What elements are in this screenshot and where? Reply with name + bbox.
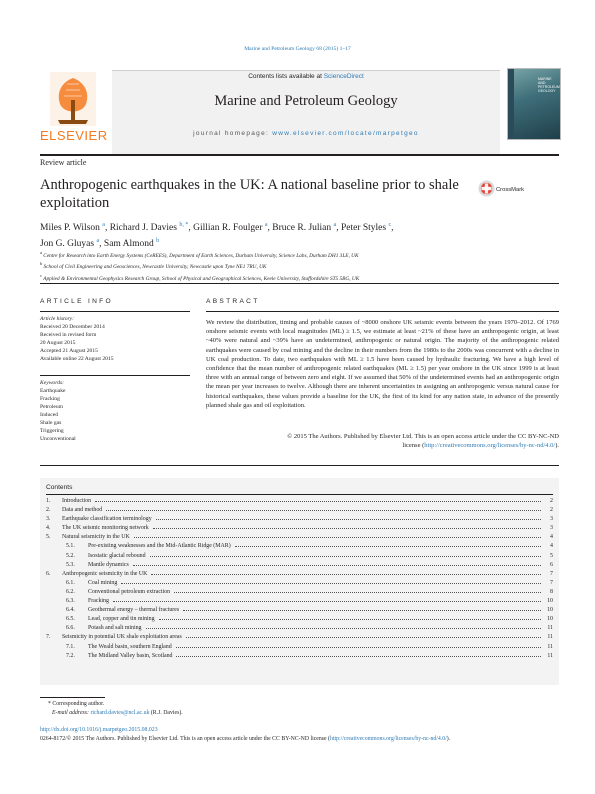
abstract-text: We review the distribution, timing and probable causes of ~8000 onshore UK seismic events between the years 1970–2012. Of 1769 onshore seismic events with local magnitudes (ML) ≥ 1.5, we estimate at least ~21% of these have an anthropogenic origin, at least ~40% were natural and ~39% have an undetermined, anthropogenic or natural origin. The majority of the anthropogenic related earthquakes were caused by coal mining and the decline in their numbers from the 1980s to the 2000s was concurrent with a decline in UK coal production. To date, two earthquakes with ML ≥ 1.5 have been caused by hydraulic fracturing. We have a high level of confidence that the mean number of anthropogenic related earthquakes (ML ≥ 1.5) per year onshore in the UK since 1999 is at least three with an annual range of between zero and eight. If we assumed that 50% of the undetermined events had an anthropogenic origin the mean per year increases to twelve. Although there are inherent uncertainties in assigning an anthropogenic versus natural cause for historical earthquakes, these values provide a baseline for the UK, the first of its kind for any nation state, in advance of the presently planned shale gas and oil exploitation. — [206, 319, 559, 409]
toc-number: 5.2. — [66, 552, 75, 559]
toc-title[interactable]: Coal mining — [88, 579, 118, 586]
toc-entry[interactable] — [46, 616, 553, 625]
author-affil-mark[interactable]: a — [333, 222, 337, 228]
toc-number: 3. — [46, 516, 51, 523]
toc-number: 7. — [46, 634, 51, 641]
toc-page-number[interactable]: 7 — [550, 570, 553, 577]
toc-title[interactable]: The Midland Valley basin, Scotland — [88, 652, 173, 659]
issn-line — [40, 736, 560, 742]
history-item: Received 20 December 2014 — [40, 324, 105, 330]
toc-entry[interactable] — [46, 516, 553, 525]
toc-title[interactable]: Conventional petroleum extraction — [88, 588, 171, 595]
crossmark-label: CrossMark — [496, 187, 525, 193]
toc-page-number[interactable]: 2 — [550, 498, 553, 504]
toc-number: 4. — [46, 525, 51, 532]
toc-page-number[interactable]: 3 — [550, 516, 553, 523]
keywords-heading: Keywords: — [40, 380, 65, 386]
toc-number: 6.2. — [66, 588, 75, 595]
issn-suffix: ). — [446, 736, 451, 742]
keyword: Induced — [40, 412, 59, 418]
author-name[interactable]: Bruce R. Julian — [272, 223, 332, 234]
affiliation-text: Centre for Research into Earth Energy Systems (CeREES), Department of Earth Sciences, Durham University, Science Labs, Durham DH1 3LE, UK — [43, 252, 359, 259]
toc-leader-dots — [235, 546, 541, 547]
toc-entry[interactable] — [46, 580, 553, 589]
author-list — [40, 219, 560, 251]
author-line-1: Miles P. Wilson $^a$, Richard J. Davies $^{b, *}$, Gillian R. Foulger $^a$, Bruce R. Julian $^a$, Peter Styles $^c$, — [40, 222, 394, 234]
toc-leader-dots — [159, 619, 541, 620]
toc-entry[interactable] — [46, 553, 553, 562]
keyword: Triggering — [40, 428, 64, 434]
toc-number: 1. — [46, 498, 51, 504]
author-affil-mark[interactable]: a — [264, 222, 268, 228]
keyword: Petroleum — [40, 404, 63, 410]
toc-entry[interactable] — [46, 543, 553, 552]
author-affil-mark[interactable]: a — [102, 222, 105, 228]
author-name[interactable]: Gillian R. Foulger — [193, 223, 263, 234]
affiliations — [40, 249, 560, 283]
keyword: Shale gas — [40, 420, 62, 426]
toc-title[interactable]: Natural seismicity in the UK — [62, 534, 130, 541]
issn-license-link[interactable]: http://creativecommons.org/licenses/by-nc-nd/4.0/ — [329, 736, 447, 742]
affiliation-mark: c — [40, 272, 42, 278]
toc-page-number[interactable]: 3 — [550, 525, 553, 532]
history-item: Available online 22 August 2015 — [40, 356, 114, 362]
toc-leader-dots — [176, 656, 541, 657]
keywords-rule — [40, 375, 190, 376]
toc-title[interactable]: Fracking — [88, 598, 109, 605]
article-info-rule — [40, 311, 190, 312]
keywords — [40, 379, 190, 443]
toc-title[interactable]: Seismicity in potential UK shale exploitation areas — [62, 634, 182, 641]
toc-leader-dots — [133, 565, 541, 566]
toc-leader-dots — [174, 592, 541, 593]
toc-leader-dots — [95, 501, 541, 502]
toc-number: 6.6. — [66, 625, 75, 632]
elsevier-wordmark: ELSEVIER — [40, 128, 108, 143]
keyword: Fracking — [40, 396, 60, 402]
toc-entry[interactable] — [46, 525, 553, 534]
toc-page-number[interactable]: 11 — [547, 652, 553, 659]
toc-title[interactable]: The Weald basin, southern England — [88, 643, 172, 650]
toc-number: 5.1. — [66, 543, 75, 550]
author-affil-mark[interactable]: c — [388, 222, 392, 228]
toc-page-number[interactable]: 7 — [550, 579, 553, 586]
toc-page-number[interactable]: 4 — [550, 543, 553, 550]
toc-entry[interactable] — [46, 498, 553, 507]
email-note — [52, 710, 183, 716]
toc-entry[interactable] — [46, 571, 553, 580]
toc-leader-dots — [146, 628, 541, 629]
toc-title[interactable]: Anthropogenic seismicity in the UK — [62, 570, 148, 577]
toc-title[interactable]: Mantle dynamics — [88, 561, 129, 568]
toc-title[interactable]: Lead, copper and tin mining — [88, 616, 155, 623]
affiliation-item — [40, 249, 560, 260]
toc-title[interactable]: The UK seismic monitoring network — [62, 525, 149, 532]
toc-leader-dots — [113, 601, 541, 602]
toc-entry[interactable] — [46, 634, 553, 643]
journal-header-band — [112, 70, 500, 155]
article-history — [40, 315, 190, 363]
crossmark-badge[interactable] — [476, 176, 546, 208]
toc-leader-dots — [121, 583, 541, 584]
toc-number: 2. — [46, 507, 51, 514]
toc-entry[interactable] — [46, 607, 553, 616]
toc-entry[interactable] — [46, 507, 553, 516]
affiliation-item — [40, 260, 560, 271]
license-suffix: ). — [555, 442, 559, 450]
toc-page-number[interactable]: 10 — [547, 616, 553, 623]
license-link[interactable]: http://creativecommons.org/licenses/by-nc-nd/4.0/ — [424, 442, 556, 450]
toc-entry[interactable] — [46, 598, 553, 607]
toc-number: 7.1. — [66, 643, 75, 650]
email-owner: (R.J. Davies). — [150, 710, 183, 716]
toc-leader-dots — [186, 637, 541, 638]
journal-title: Marine and Petroleum Geology — [214, 93, 398, 109]
email-label: E-mail address: — [52, 710, 89, 716]
affiliations-divider — [40, 283, 559, 284]
toc-number: 6.4. — [66, 607, 75, 614]
toc-leader-dots — [150, 556, 541, 557]
keyword: Unconventional — [40, 436, 76, 442]
affiliation-text: School of Civil Engineering and Geosciences, Newcastle University, Newcastle upon Tyne NE1 7RU, UK — [43, 264, 267, 271]
toc-number: 6.5. — [66, 616, 75, 623]
toc-number: 6.3. — [66, 598, 75, 605]
toc-title[interactable]: Data and method — [62, 507, 103, 514]
author-name[interactable]: Sam Almond — [103, 239, 154, 250]
toc-number: 6.1. — [66, 579, 75, 586]
contents-rule — [46, 494, 553, 495]
toc-page-number[interactable]: 11 — [547, 634, 553, 641]
toc-page-number[interactable]: 4 — [550, 534, 553, 541]
toc-page-number[interactable]: 11 — [547, 643, 553, 650]
history-item: Accepted 21 August 2015 — [40, 348, 98, 354]
toc-leader-dots — [183, 610, 541, 611]
toc-title[interactable]: Geothermal energy – thermal fractures — [88, 607, 180, 614]
issn-text: 0264-8172/© 2015 The Authors. Published by Elsevier Ltd. This is an open access article under the CC BY-NC-ND license ( — [40, 736, 330, 742]
copyright-line: © 2015 The Authors. Published by Elsevier Ltd. This is an open access article under the CC BY-NC-ND — [287, 433, 559, 440]
toc-title[interactable]: Pre-existing weaknesses and the Mid-Atlantic Ridge (MAR) — [88, 543, 231, 550]
author-affil-mark[interactable]: a — [96, 238, 100, 245]
toc-page-number[interactable]: 10 — [547, 607, 553, 614]
license-prefix: license ( — [402, 442, 425, 450]
author-name[interactable]: Richard J. Davies — [109, 223, 177, 234]
toc-leader-dots — [134, 537, 541, 538]
toc-leader-dots — [156, 519, 541, 520]
toc-page-number[interactable]: 6 — [550, 561, 553, 568]
sciencedirect-link[interactable]: ScienceDirect — [323, 73, 364, 80]
toc-number: 6. — [46, 570, 51, 577]
toc-entry[interactable] — [46, 653, 553, 662]
crossmark-icon — [478, 180, 495, 197]
article-type: Review article — [40, 158, 87, 167]
license-line — [206, 441, 559, 450]
journal-homepage — [112, 130, 500, 137]
homepage-link[interactable]: www.elsevier.com/locate/marpetgeo — [272, 130, 419, 137]
contents-heading: Contents — [46, 484, 73, 491]
cover-title: MARINE AND PETROLEUM GEOLOGY — [538, 77, 560, 93]
toc-page-number[interactable]: 8 — [550, 588, 553, 595]
author-name[interactable]: Miles P. Wilson — [40, 223, 100, 234]
toc-leader-dots — [151, 574, 541, 575]
author-line-2: Jon G. Gluyas $^a$, Sam Almond $^b$ — [40, 238, 160, 250]
toc-page-number[interactable]: 5 — [550, 552, 553, 559]
abstract-copyright — [206, 432, 559, 450]
contents-prefix: Contents lists available at — [248, 73, 324, 80]
affiliation-item — [40, 272, 560, 283]
toc-title[interactable]: Isostatic glacial rebound — [88, 552, 146, 559]
toc-page-number[interactable]: 11 — [547, 625, 553, 632]
toc-leader-dots — [106, 510, 541, 511]
author-name[interactable]: Jon G. Gluyas — [40, 239, 95, 250]
toc-number: 5. — [46, 534, 51, 541]
history-item: 20 August 2015 — [40, 340, 76, 346]
toc-leader-dots — [153, 528, 541, 529]
author-name[interactable]: Peter Styles — [340, 223, 387, 234]
toc-number: 5.3. — [66, 561, 75, 568]
author-affil-mark[interactable]: b — [156, 238, 160, 245]
history-item: Received in revised form — [40, 332, 97, 338]
toc-title[interactable]: Potash and salt mining — [88, 625, 142, 632]
abstract-heading: ABSTRACT — [206, 298, 260, 305]
history-heading: Article history: — [40, 316, 75, 322]
toc-entry[interactable] — [46, 644, 553, 653]
affiliation-text: Applied & Environmental Geophysics Research Group, School of Physical and Geographical Sciences, Keele University, Staffordshire ST5 5BG, UK — [43, 275, 360, 282]
article-title: Anthropogenic earthquakes in the UK: A national baseline prior to shale exploitation — [40, 177, 459, 211]
article-info-heading: ARTICLE INFO — [40, 298, 113, 305]
author-affil-mark[interactable]: b, * — [179, 222, 189, 228]
toc-entry[interactable] — [46, 562, 553, 571]
toc-entry[interactable] — [46, 625, 553, 634]
corresponding-author-note: * Corresponding author. — [48, 701, 105, 707]
toc-page-number[interactable]: 10 — [547, 598, 553, 605]
table-of-contents — [46, 498, 553, 662]
abstract-divider — [40, 465, 559, 466]
toc-title[interactable]: Earthquake classification terminology — [62, 516, 152, 523]
toc-number: 7.2. — [66, 652, 75, 659]
email-link[interactable]: richard.davies@ncl.ac.uk — [90, 710, 150, 716]
homepage-prefix: journal homepage: — [193, 130, 273, 137]
cover-spine — [508, 69, 514, 139]
keyword: Earthquake — [40, 388, 66, 394]
journal-citation[interactable]: Marine and Petroleum Geology 68 (2015) 1–17 — [244, 46, 351, 52]
contents-available — [112, 73, 500, 80]
toc-leader-dots — [176, 647, 541, 648]
affiliation-mark: a — [40, 250, 42, 255]
affiliation-mark: b — [40, 261, 43, 267]
toc-entry[interactable] — [46, 589, 553, 598]
toc-title[interactable]: Introduction — [62, 498, 92, 504]
toc-page-number[interactable]: 2 — [550, 507, 553, 514]
abstract-rule — [206, 311, 559, 312]
journal-cover-image[interactable] — [507, 68, 561, 140]
header-divider — [40, 154, 559, 156]
doi-link[interactable]: http://dx.doi.org/10.1016/j.marpetgeo.2015.08.023 — [40, 727, 158, 733]
footnote-rule — [40, 697, 105, 698]
